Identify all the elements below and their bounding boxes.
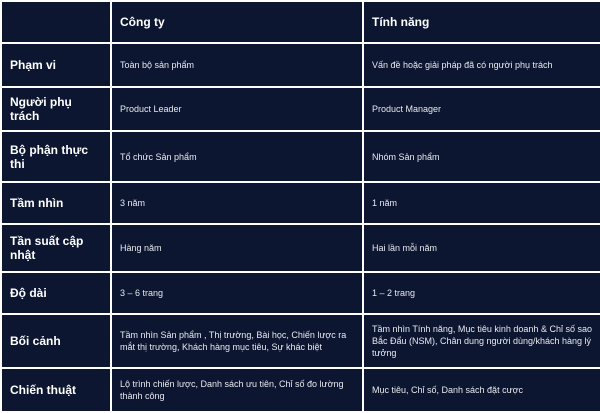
company-cell: Hàng năm xyxy=(112,225,362,271)
company-cell: Tầm nhìn Sản phẩm , Thị trường, Bài học, Chiến lược ra mắt thị trường, Khách hàng mục tiêu, Sự khác biệt xyxy=(112,315,362,367)
feature-cell: Vấn đề hoặc giải pháp đã có người phụ trách xyxy=(364,44,600,86)
row-label: Tần suất cập nhật xyxy=(2,225,110,271)
row-label: Chiến thuật xyxy=(2,369,110,411)
feature-cell: 1 năm xyxy=(364,183,600,223)
company-cell: Toàn bộ sản phẩm xyxy=(112,44,362,86)
table-row xyxy=(2,183,600,223)
feature-cell: Tầm nhìn Tính năng, Mục tiêu kinh doanh & Chỉ số sao Bắc Đẩu (NSM), Chân dung người dùng/khách hàng lý tưởng xyxy=(364,315,600,367)
row-label: Người phụ trách xyxy=(2,88,110,130)
header-feature: Tính năng xyxy=(364,2,600,42)
table-row xyxy=(2,44,600,86)
table-row xyxy=(2,273,600,313)
header-corner-cell xyxy=(2,2,110,42)
row-label: Bối cảnh xyxy=(2,315,110,367)
feature-cell: Nhóm Sản phẩm xyxy=(364,132,600,181)
company-cell: 3 năm xyxy=(112,183,362,223)
feature-cell: Product Manager xyxy=(364,88,600,130)
row-label: Độ dài xyxy=(2,273,110,313)
row-label: Phạm vi xyxy=(2,44,110,86)
feature-cell: Mục tiêu, Chỉ số, Danh sách đặt cược xyxy=(364,369,600,411)
table-row xyxy=(2,369,600,411)
company-cell: Product Leader xyxy=(112,88,362,130)
row-label: Bộ phận thực thi xyxy=(2,132,110,181)
table-row xyxy=(2,225,600,271)
row-label: Tầm nhìn xyxy=(2,183,110,223)
header-company: Công ty xyxy=(112,2,362,42)
table-row xyxy=(2,88,600,130)
table-header-row xyxy=(2,2,600,42)
feature-cell: Hai lần mỗi năm xyxy=(364,225,600,271)
company-cell: Tổ chức Sản phẩm xyxy=(112,132,362,181)
company-cell: 3 – 6 trang xyxy=(112,273,362,313)
table-row xyxy=(2,315,600,367)
company-cell: Lộ trình chiến lược, Danh sách ưu tiên, Chỉ số đo lường thành công xyxy=(112,369,362,411)
feature-cell: 1 – 2 trang xyxy=(364,273,600,313)
table-row xyxy=(2,132,600,181)
